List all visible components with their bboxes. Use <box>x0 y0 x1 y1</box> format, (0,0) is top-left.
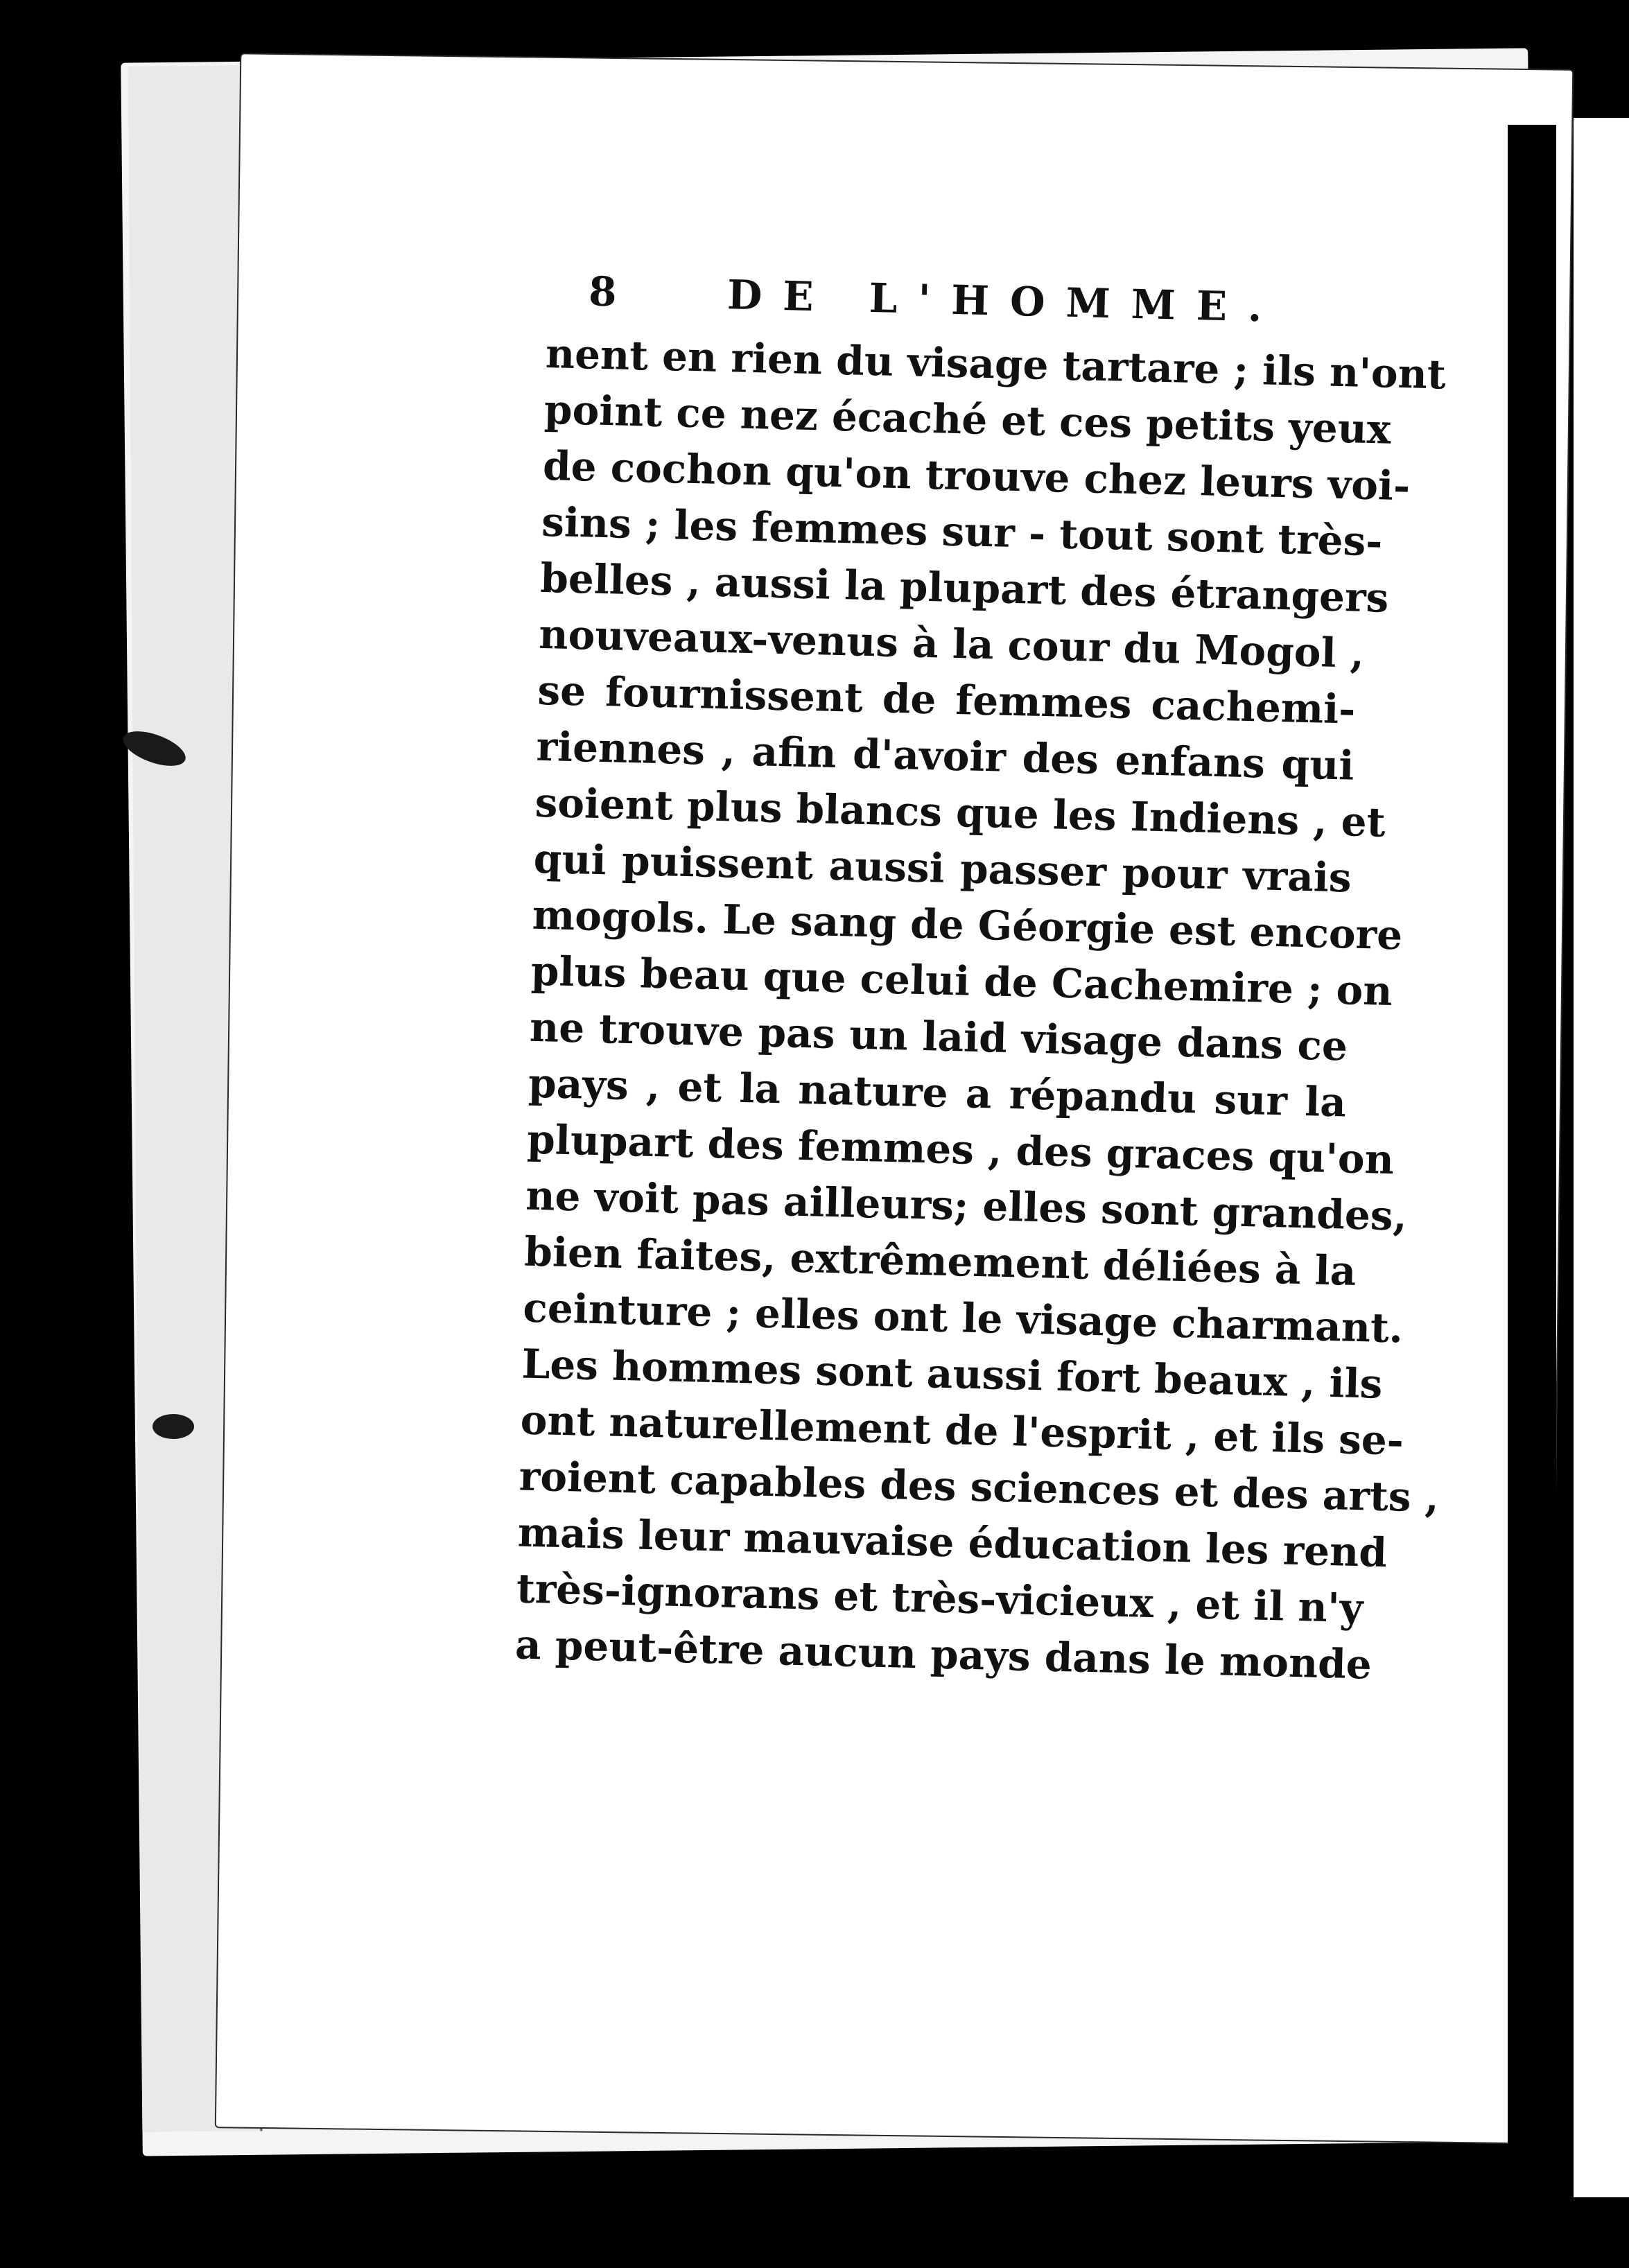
text-line: point ce nez écaché et ces petits yeux <box>543 385 1392 453</box>
text-line: sins ; les femmes sur - tout sont très- <box>541 498 1384 566</box>
text-line: bien faites, extrêmement déliées à la <box>523 1228 1357 1295</box>
body-text <box>514 326 1447 1692</box>
running-title: DE L'HOMME. <box>726 271 1284 331</box>
text-line: ne voit pas ailleurs; elles sont grandes, <box>525 1171 1408 1240</box>
text-line: ceinture ; elles ont le visage charmant. <box>522 1284 1404 1352</box>
text-line: ont naturellement de l'esprit , et ils se- <box>519 1396 1404 1465</box>
text-line: riennes , afin d'avoir des enfans qui <box>535 722 1355 790</box>
facing-page-edge <box>1574 118 1629 2197</box>
text-line: se fournissent de femmes cachemi- <box>537 666 1357 733</box>
text-line: très-ignorans et très-vicieux , et il n'y <box>516 1564 1364 1632</box>
text-line: mogols. Le sang de Géorgie est encore <box>532 891 1403 959</box>
text-line: nent en rien du visage tartare ; ils n'ont <box>545 329 1447 399</box>
text-line: qui puissent aussi passer pour vrais <box>533 835 1352 902</box>
text-line: de cochon qu'on trouve chez leurs voi- <box>542 442 1411 510</box>
text-line: nouveaux-venus à la cour du Mogol , <box>538 610 1365 677</box>
text-line: mais leur mauvaise éducation les rend <box>517 1508 1388 1577</box>
ink-mark <box>153 1414 194 1439</box>
page-number: 8 <box>588 268 618 316</box>
text-line: belles , aussi la plupart des étrangers <box>539 554 1390 622</box>
text-line: plus beau que celui de Cachemire ; on <box>530 947 1393 1015</box>
text-block <box>514 267 1447 1692</box>
text-line: a peut-être aucun pays dans le monde <box>514 1621 1373 1689</box>
text-line: pays , et la nature a répandu sur la <box>528 1059 1347 1126</box>
text-line: plupart des femmes , des graces qu'on <box>526 1115 1395 1184</box>
text-line: soient plus blancs que les Indiens , et <box>534 778 1386 846</box>
text-line: ne trouve pas un laid visage dans ce <box>529 1003 1348 1070</box>
book-gutter <box>1508 125 1556 2197</box>
text-line: roient capables des sciences et des arts , <box>519 1452 1440 1521</box>
text-line: Les hommes sont aussi fort beaux , ils <box>521 1340 1384 1408</box>
